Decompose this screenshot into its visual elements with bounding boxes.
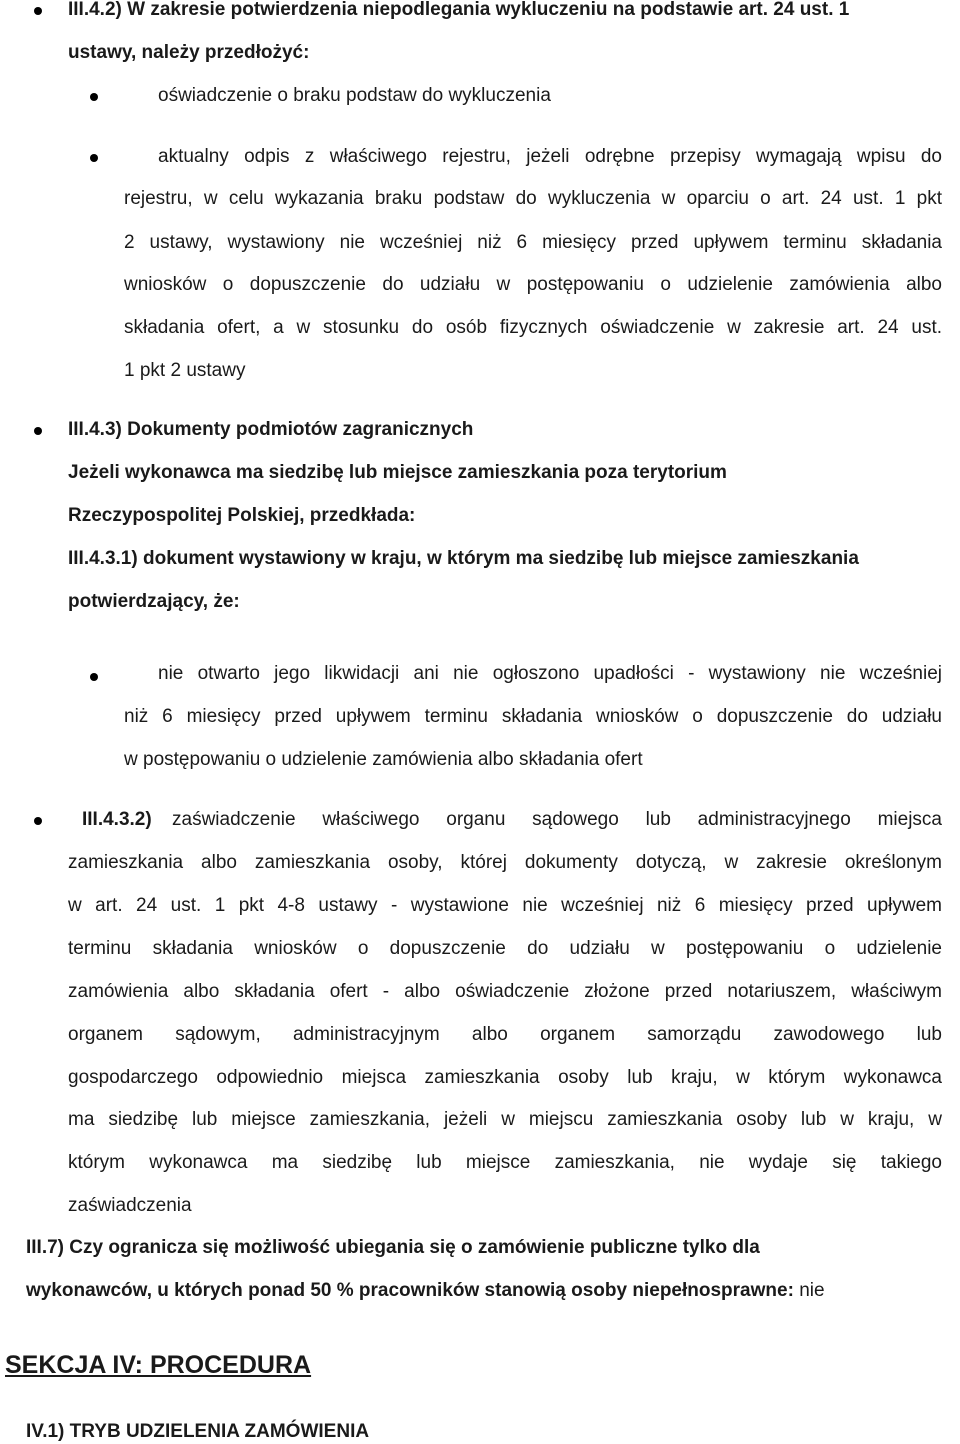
list-item-cont: niż 6 miesięcy przed upływem terminu składania wniosków o dopuszczenie do udziału [124,706,942,727]
list-item-cont: wniosków o dopuszczenie do udziału w postępowaniu o udzielenie zamówienia albo [124,274,942,295]
section-heading: SEKCJA IV: PROCEDURA [5,1351,312,1379]
question-text-cont [26,1279,825,1303]
bullet-icon [34,7,42,15]
question-label: wykonawców, u których ponad 50 % pracowników stanowią osoby niepełnosprawne: [26,1280,794,1301]
subsection-text-cont: zaświadczenia [68,1195,192,1216]
bullet-icon [90,154,98,162]
list-item-cont: 2 ustawy, wystawiony nie wcześniej niż 6 miesięcy przed upływem terminu składania [124,232,942,253]
subsection-heading: IV.1) TRYB UDZIELENIA ZAMÓWIENIA [26,1421,370,1442]
subsection-text-cont: w art. 24 ust. 1 pkt 4-8 ustawy - wystawione nie wcześniej niż 6 miesięcy przed upływem [68,895,942,916]
subsection-text-cont: zamówienia albo składania ofert - albo oświadczenie złożone przed notariuszem, właściwym [68,981,942,1002]
list-item-cont: w postępowaniu o udzielenie zamówienia albo składania ofert [124,749,643,770]
subsection-text-cont: terminu składania wniosków o dopuszczenie do udziału w postępowaniu o udzielenie [68,938,942,959]
list-item-cont: 1 pkt 2 ustawy [124,360,246,381]
section-title: III.4.2) W zakresie potwierdzenia niepodlegania wykluczeniu na podstawie art. 24 ust. 1 [68,0,850,20]
subsection-text-cont: zamieszkania albo zamieszkania osoby, której dokumenty dotyczą, w zakresie określonym [68,852,942,873]
list-item-cont: rejestru, w celu wykazania braku podstaw do wykluczenia w oparciu o art. 24 ust. 1 pkt [124,188,942,209]
question-answer: nie [799,1280,825,1301]
bullet-icon [34,817,42,825]
subsection-title-cont: potwierdzający, że: [68,591,240,612]
section-title-cont: ustawy, należy przedłożyć: [68,42,310,63]
intro-text-cont: Rzeczypospolitej Polskiej, przedkłada: [68,505,416,526]
list-item: oświadczenie o braku podstaw do wykluczenia [158,85,551,106]
list-item: aktualny odpis z właściwego rejestru, jeżeli odrębne przepisy wymagają wpisu do [158,146,942,167]
subsection-title: III.4.3.1) dokument wystawiony w kraju, w którym ma siedzibę lub miejsce zamieszkania [68,548,859,569]
subsection-code: III.4.3.2) [82,809,152,830]
bullet-icon [90,673,98,681]
bullet-icon [90,93,98,101]
list-item-cont: składania ofert, a w stosunku do osób fizycznych oświadczenie w zakresie art. 24 ust. [124,317,942,338]
list-item: nie otwarto jego likwidacji ani nie ogłoszono upadłości - wystawiony nie wcześniej [158,663,942,684]
subsection-text-cont: gospodarczego odpowiednio miejsca zamieszkania osoby lub kraju, w którym wykonawca [68,1067,942,1088]
subsection-text: zaświadczenie właściwego organu sądowego lub administracyjnego miejsca [172,809,942,830]
section-title: III.4.3) Dokumenty podmiotów zagranicznych [68,419,474,440]
subsection-text-cont: którym wykonawca ma siedzibę lub miejsce zamieszkania, nie wydaje się takiego [68,1152,942,1173]
subsection-text-cont: organem sądowym, administracyjnym albo organem samorządu zawodowego lub [68,1024,942,1045]
intro-text: Jeżeli wykonawca ma siedzibę lub miejsce zamieszkania poza terytorium [68,462,727,483]
bullet-icon [34,427,42,435]
question-text: III.7) Czy ogranicza się możliwość ubiegania się o zamówienie publiczne tylko dla [26,1237,760,1258]
subsection-text-cont: ma siedzibę lub miejsce zamieszkania, jeżeli w miejscu zamieszkania osoby lub w kraju, w [68,1109,942,1130]
